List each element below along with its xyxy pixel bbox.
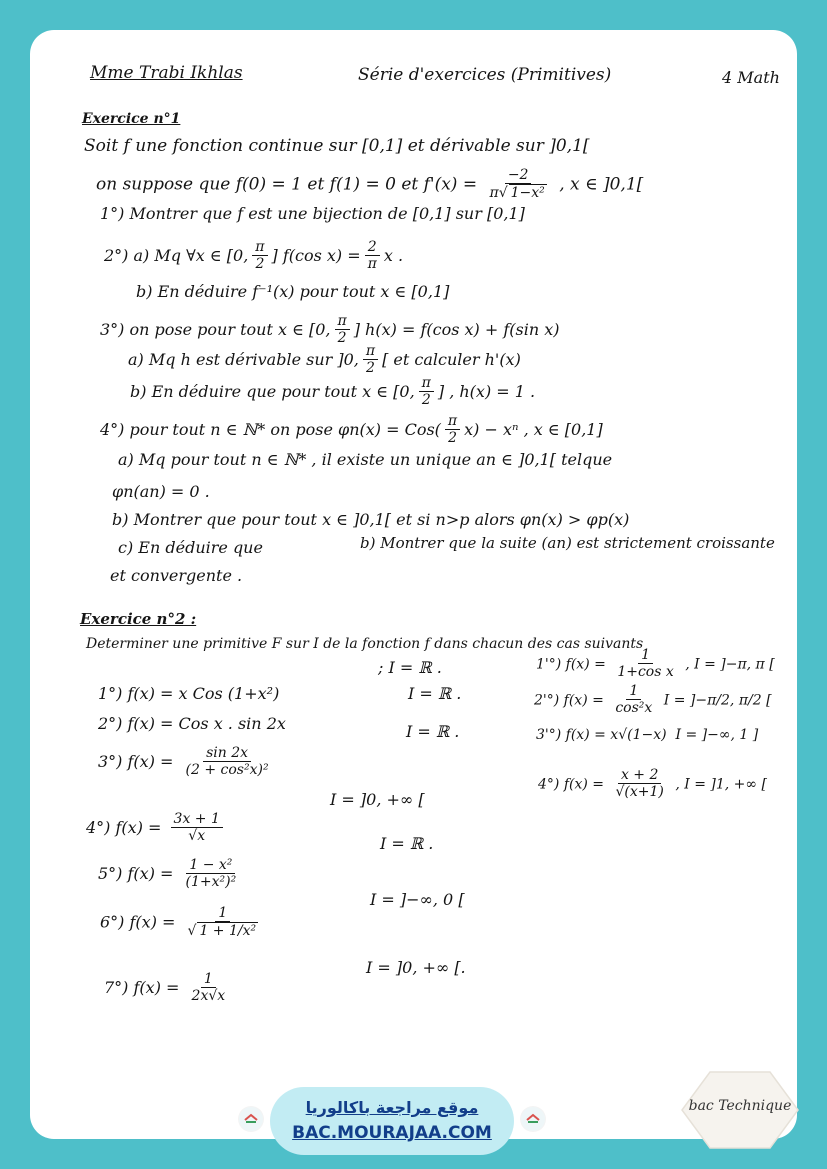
- ex1-phi-root: φn(an) = 0 .: [112, 482, 210, 501]
- ex1-question-4c: c) En déduire que: [118, 538, 263, 557]
- ex2-item-1-prime: 1'°) f(x) = $\frac{1}{\text{1+cos x}}$ , I = ]−π, π [: [536, 647, 775, 681]
- ex1-hypothesis: on suppose que f(0) = 1 et f(1) = 0 et f'(x) = $\frac{-2}{\text{π√ 1−x²}}$ , x ∈ ]0,1[: [96, 167, 644, 202]
- exercise-2-title: Exercice n°2 :: [80, 610, 197, 628]
- teacher-name: Mme Trabi Ikhlas: [90, 63, 243, 83]
- ex2-item-6-interval: I = ]−∞, 0 [: [370, 890, 465, 909]
- ex2-item-2-interval: I = ℝ .: [408, 684, 462, 703]
- ex2-item-2: 2°) f(x) = Cos x . sin 2x: [98, 714, 286, 733]
- ex2-item-2-prime: 2'°) f(x) = $\frac{1}{\text{cos²x}}$ I = ]−π/2, π/2 [: [534, 683, 772, 717]
- ex2-item-4-interval: I = ]0, +∞ [: [330, 790, 425, 809]
- ex1-question-3a: a) Mq h est dérivable sur ]0, $\frac{\pi}{2}$ [ et calculer h'(x): [128, 343, 521, 377]
- ex1-question-4: 4°) pour tout n ∈ ℕ* on pose φn(x) = Cos( $\frac{\pi}{2}$ x) − xⁿ , x ∈ [0,1]: [100, 413, 603, 447]
- ex2-item-4: 4°) f(x) = $\frac{3x + 1}{√x}$: [86, 812, 227, 845]
- site-url-link[interactable]: BAC.MOURAJAA.COM: [292, 1123, 492, 1143]
- site-logo-right: [520, 1106, 546, 1132]
- ex1-question-2a: 2°) a) Mq ∀x ∈ [0, $\frac{\pi}{2}$ ] f(cos x) = $\frac{2}{\pi}$ x .: [104, 239, 404, 273]
- ex2-instruction: Determiner une primitive F sur I de la fonction f dans chacun des cas suivants: [86, 636, 644, 652]
- site-logo-left: [238, 1106, 264, 1132]
- ex1-question-4a: a) Mq pour tout n ∈ ℕ* , il existe un unique an ∈ ]0,1[ telque: [118, 450, 613, 469]
- ex2-item-1-interval: ; I = ℝ .: [378, 658, 442, 677]
- site-banner[interactable]: [270, 1087, 514, 1155]
- ex1-question-3: 3°) on pose pour tout x ∈ [0, $\frac{\pi}{2}$ ] h(x) = f(cos x) + f(sin x): [100, 313, 560, 347]
- page-title: Série d'exercices (Primitives): [358, 65, 612, 85]
- badge-label: bac Technique: [688, 1098, 792, 1114]
- exercise-1-title: Exercice n°1: [82, 111, 181, 127]
- ex2-item-3: 3°) f(x) = $\frac{\sin 2x}{\text{(2 + cos²x)²}}$: [98, 745, 269, 779]
- ex1-question-2b: b) En déduire f⁻¹(x) pour tout x ∈ [0,1]: [136, 282, 450, 301]
- ex1-question-4b: b) Montrer que pour tout x ∈ ]0,1[ et si n>p alors φn(x) > φp(x): [112, 510, 630, 529]
- ex2-item-5: 5°) f(x) = $\frac{\text{1 − x²}}{\text{(1+x²)²}}$: [98, 857, 237, 891]
- site-name-arabic[interactable]: موقع مراجعة باكالوريا: [305, 1098, 479, 1117]
- ex2-item-4-prime: 4°) f(x) = $\frac{x + 2}{√(x+1)}$ , I = ]1, +∞ [: [538, 767, 767, 801]
- ex1-question-4c-end: et convergente .: [110, 566, 243, 585]
- ex2-item-7-interval: I = ]0, +∞ [.: [366, 958, 466, 977]
- ex2-item-6: 6°) f(x) = $\frac{1}{\text{√ 1 + 1/x²}}$: [100, 905, 257, 940]
- bac-technique-badge: [680, 1068, 800, 1152]
- ex1-question-4c-suite: b) Montrer que la suite (an) est strictement croissante: [360, 534, 775, 552]
- ex2-item-7: 7°) f(x) = $\frac{1}{2x√x}$: [104, 971, 226, 1005]
- ex2-item-3-prime: 3'°) f(x) = x√(1−x) I = ]−∞, 1 ]: [536, 727, 759, 743]
- class-label: 4 Math: [722, 68, 780, 87]
- ex2-item-3-interval: I = ℝ .: [406, 722, 460, 741]
- ex1-question-3b: b) En déduire que pour tout x ∈ [0, $\frac{\pi}{2}$ ] , h(x) = 1 .: [130, 375, 536, 409]
- ex1-question-1: 1°) Montrer que f est une bijection de [0,1] sur [0,1]: [100, 204, 525, 223]
- ex1-statement: Soit f une fonction continue sur [0,1] et dérivable sur ]0,1[: [84, 136, 590, 156]
- ex2-item-5-interval: I = ℝ .: [380, 834, 434, 853]
- ex2-item-1: 1°) f(x) = x Cos (1+x²): [98, 684, 280, 703]
